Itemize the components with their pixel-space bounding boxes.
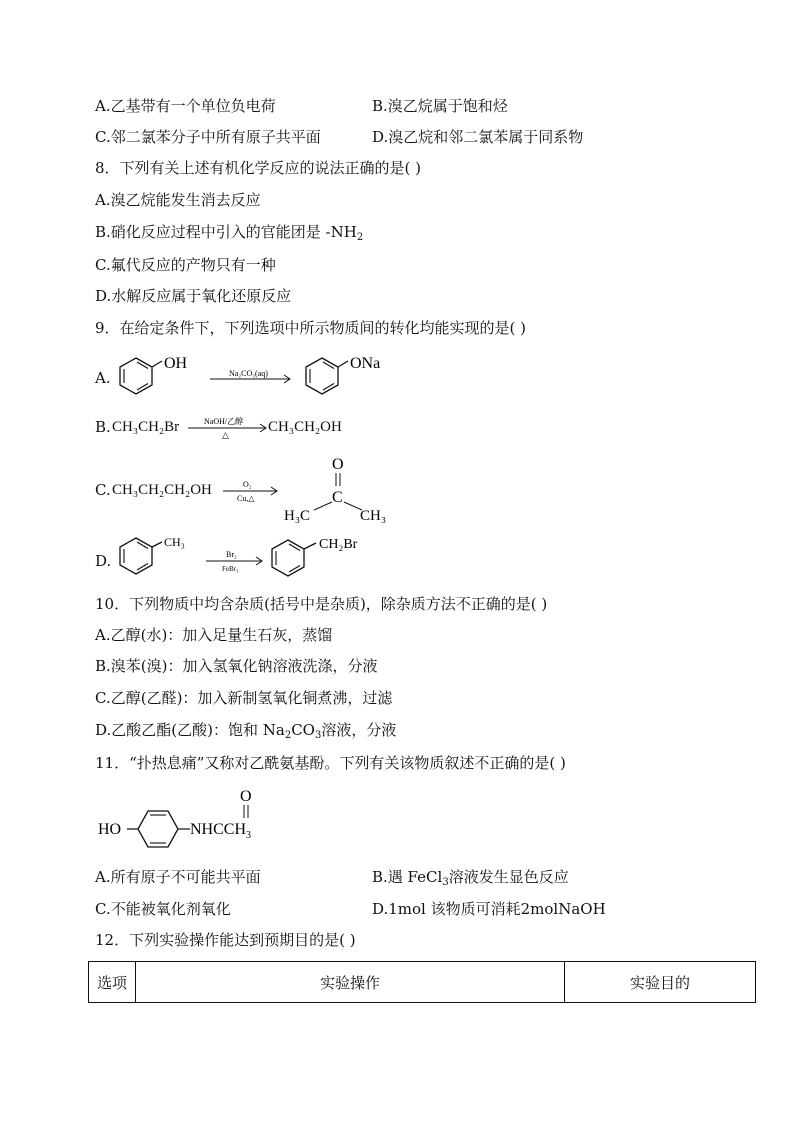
table-header-option: 选项 [89, 962, 136, 1003]
phenol-oh-label: OH [164, 355, 188, 372]
q9-b-reagent-top: NaOH/乙醇 [204, 417, 244, 426]
paracetamol-amide-label: $NHCCH_3$ [190, 821, 252, 841]
q9-c-reagent-bottom: Cu,△ [237, 494, 255, 503]
q9-a-label: A. [95, 369, 111, 387]
paracetamol-structure [98, 784, 298, 848]
q8-option-d: D.水解反应属于氧化还原反应 [95, 287, 292, 305]
q9-c-label: C. [95, 481, 111, 499]
table-header-row [89, 962, 756, 1003]
q10-option-c: C.乙醇(乙醛)：加入新制氢氧化铜煮沸，过滤 [95, 689, 393, 707]
acetone-o-atom: O [332, 456, 344, 473]
table-header-operation: 实验操作 [136, 962, 565, 1003]
phenol-structure [120, 355, 188, 394]
q8-option-a: A.溴乙烷能发生消去反应 [95, 191, 261, 209]
q9-d-arrow [204, 546, 266, 576]
q11-option-b: B.遇 FeCl$_3$溶液发生显色反应 [372, 868, 569, 888]
table-header-purpose: 实验目的 [565, 962, 756, 1003]
q9-b-label: B. [95, 418, 111, 436]
q7-option-b: B.溴乙烷属于饱和烃 [372, 97, 508, 115]
q9-b-product: CH₃CH₂OH [268, 419, 342, 435]
q9-c-reactant: CH₃CH₂CH₂OH [112, 482, 212, 498]
ona-label: ONa [350, 355, 381, 372]
q8-option-b: B.硝化反应过程中引入的官能团是 $-NH_2$ [95, 223, 364, 243]
q7-option-c: C.邻二氯苯分子中所有原子共平面 [95, 128, 321, 146]
q9-c-reagent-top: O₂ [243, 480, 252, 489]
q9-b-reagent-bottom: △ [222, 430, 229, 440]
ch2br-label: CH₂Br [319, 537, 358, 552]
q9-d-label: D. [95, 552, 112, 570]
q11-option-d: D.1mol 该物质可消耗2molNaOH [372, 900, 606, 918]
toluene-methyl-label: CH₃ [164, 535, 185, 549]
q9-d-reagent-bottom: FeBr₃ [222, 565, 239, 573]
q10-option-d: D.乙酸乙酯(乙酸)：饱和 $Na_2CO_3$溶液，分液 [95, 721, 397, 741]
q9-a-reagent: Na₂CO₃(aq) [229, 369, 268, 378]
toluene-structure [112, 532, 212, 582]
q10-stem: 10．下列物质中均含杂质(括号中是杂质)，除杂质方法不正确的是( ) [95, 595, 548, 613]
q9-b-arrow [186, 413, 270, 443]
q12-table [88, 961, 756, 1003]
benzyl-bromide-structure [264, 534, 384, 584]
q9-a-reaction [112, 350, 307, 400]
acetone-structure [282, 450, 402, 530]
acetone-c-atom: C [332, 489, 343, 506]
q12-stem: 12．下列实验操作能达到预期目的是( ) [95, 931, 356, 949]
sodium-phenoxide-structure [298, 350, 408, 400]
q7-option-d: D.溴乙烷和邻二氯苯属于同系物 [372, 128, 584, 146]
q9-b-reactant: CH₃CH₂Br [112, 419, 180, 435]
q11-stem: 11．“扑热息痛”又称对乙酰氨基酚。下列有关该物质叙述不正确的是( ) [95, 754, 566, 772]
acetone-right-methyl: CH₃ [360, 508, 387, 524]
q9-c-arrow [221, 476, 281, 506]
q10-option-b: B.溴苯(溴)：加入氢氧化钠溶液洗涤，分液 [95, 657, 378, 675]
paracetamol-o-label: O [240, 788, 252, 805]
q8-option-c: C.氟代反应的产物只有一种 [95, 256, 276, 274]
q9-d-reagent-top: Br₂ [226, 550, 237, 559]
q11-option-a: A.所有原子不可能共平面 [95, 868, 261, 886]
q8-stem: 8．下列有关上述有机化学反应的说法正确的是( ) [95, 159, 422, 177]
paracetamol-ho-label: HO [98, 821, 122, 838]
acetone-left-methyl: H₃C [284, 508, 311, 524]
q7-option-a: A.乙基带有一个单位负电荷 [95, 97, 276, 115]
q11-option-c: C.不能被氧化剂氧化 [95, 900, 231, 918]
q10-option-a: A.乙醇(水)：加入足量生石灰，蒸馏 [95, 626, 333, 644]
q9-stem: 9．在给定条件下，下列选项中所示物质间的转化均能实现的是( ) [95, 319, 527, 337]
